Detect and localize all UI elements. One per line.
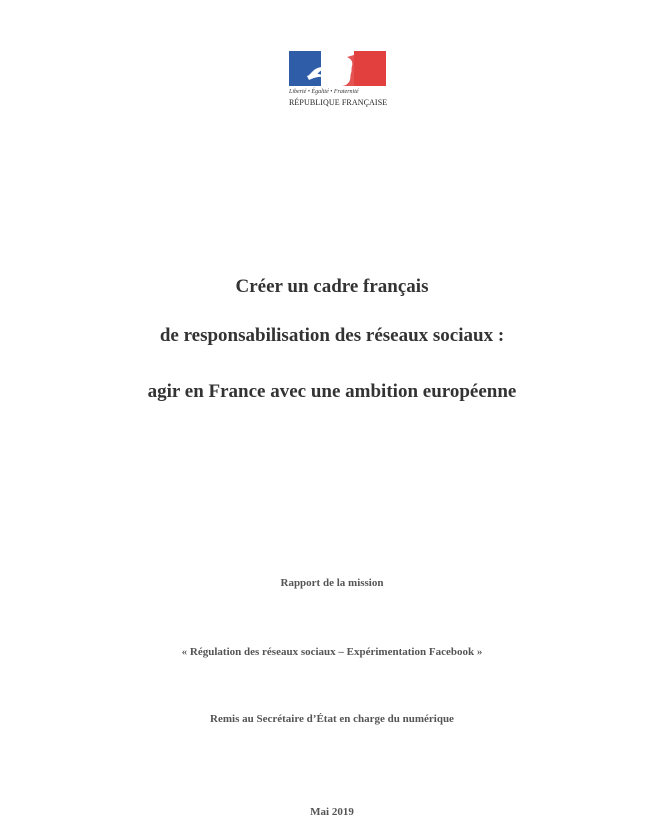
marianne-flag-icon [289, 51, 386, 86]
report-label: Rapport de la mission [280, 577, 384, 589]
report-date: Mai 2019 [310, 806, 354, 818]
mission-name: « Régulation des réseaux sociaux – Expérimentation Facebook » [181, 646, 483, 658]
report-recipient: Remis au Secrétaire d’État en charge du numérique [210, 713, 454, 725]
republic-motto: Liberté • Égalité • Fraternité [289, 89, 359, 95]
republic-name: RÉPUBLIQUE FRANÇAISE [289, 98, 388, 107]
marianne-logo [289, 51, 387, 111]
document-title-line-3: agir en France avec une ambition européenne [147, 381, 517, 402]
document-title-line-1: Créer un cadre français [235, 276, 429, 297]
document-title-line-2: de responsabilisation des réseaux sociaux : [159, 325, 505, 346]
